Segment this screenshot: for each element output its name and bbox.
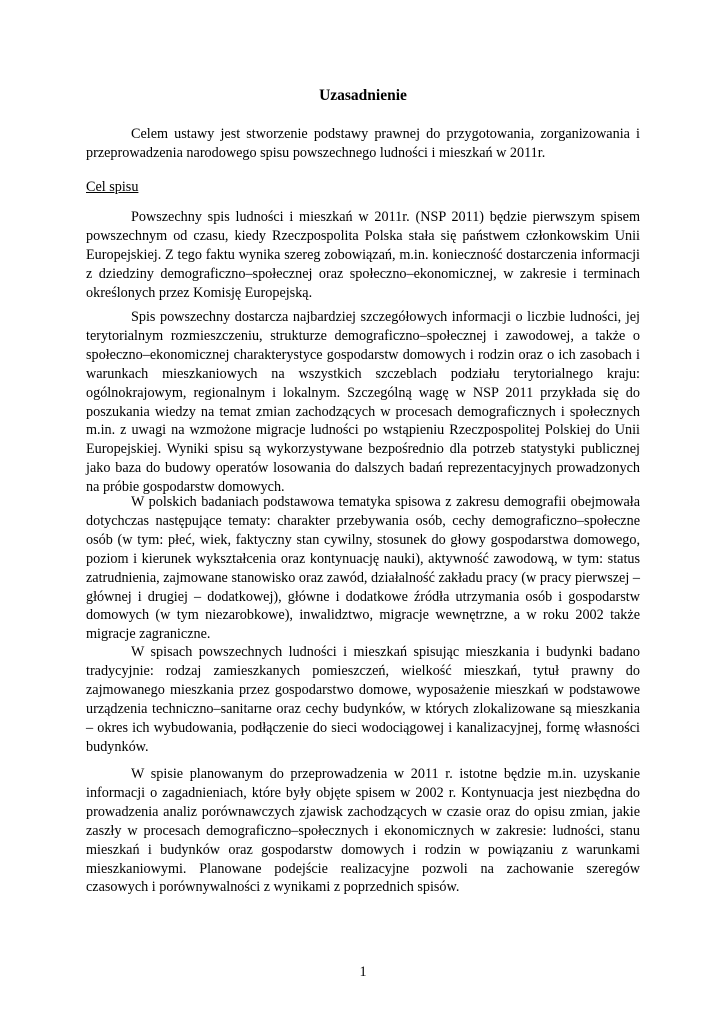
paragraph-3: W polskich badaniach podstawowa tematyka spisowa z zakresu demografii obejmowała dotychczas następujące tematy: charakter przebywania osób, cechy demograficzno–społeczne osób (w tym: płeć, wiek, faktyczny stan cywilny, stosunek do głowy gospodarstwa domowego, poziom i kierunek wykształcenia oraz kontynuację nauki), aktywność zawodową, w tym: status zatrudnienia, zajmowane stanowisko oraz zawód, działalność zakładu pracy (w pracy pierwszej – głównej i drugiej – dodatkowej), główne i dodatkowe źródła utrzymania osób i gospodarstw domowych (w tym niezarobkowe), inwalidztwo, migracje wewnętrzne, a w roku 2002 także migracje zagraniczne. — [86, 494, 640, 643]
paragraph-1: Powszechny spis ludności i mieszkań w 2011r. (NSP 2011) będzie pierwszym spisem powszechnym od czasu, kiedy Rzeczpospolita Polska stała się państwem członkowskim Unii Europejskiej. Z tego faktu wynika szereg zobowiązań, m.in. konieczność dostarczenia informacji z dziedziny demograficzno–społecznej oraz społeczno–ekonomicznej, w zakresie i terminach określonych przez Komisję Europejską. — [86, 209, 640, 301]
paragraph-5: W spisie planowanym do przeprowadzenia w 2011 r. istotne będzie m.in. uzyskanie informacji o zagadnieniach, które były objęte spisem w 2002 r. Kontynuacja jest niezbędna do prowadzenia analiz porównawczych zjawisk zachodzących w czasie oraz do opisu zmian, jakie zaszły w procesach demograficzno–społecznych i ekonomicznych w zakresie: ludności, stanu mieszkań i budynków oraz gospodarstw domowych i rodzin w powiązaniu z warunkami mieszkaniowymi. Planowane podejście realizacyjne pozwoli na zachowanie szeregów czasowych i porównywalności z wynikami z poprzednich spisów. — [86, 766, 640, 896]
intro-paragraph: Celem ustawy jest stworzenie podstawy prawnej do przygotowania, zorganizowania i przeprowadzenia narodowego spisu powszechnego ludności i mieszkań w 2011r. — [86, 126, 640, 161]
section-heading: Cel spisu — [86, 179, 139, 195]
paragraph-2: Spis powszechny dostarcza najbardziej szczegółowych informacji o liczbie ludności, jej terytorialnym rozmieszczeniu, strukturze demograficzno–społecznej i zawodowej, a także o społeczno–ekonomicznej charakterystyce gospodarstw domowych i rodzin oraz o ich zasobach i warunkach mieszkaniowych na wszystkich szczeblach podziału terytorialnego kraju: ogólnokrajowym, regionalnym i lokalnym. Szczególną wagę w NSP 2011 przykłada się do poszukania wiedzy na temat zmian zachodzących w procesach demograficznych i społecznych m.in. z uwagi na wzmożone migracje ludności po wstąpieniu Rzeczpospolitej Polskiej do Unii Europejskiej. Wyniki spisu są wykorzystywane bezpośrednio dla potrzeb statystyki publicznej jako baza do budowy operatów losowania do dalszych badań reprezentacyjnych prowadzonych na próbie gospodarstw domowych. — [86, 309, 640, 496]
page-title: Uzasadnienie — [319, 87, 407, 104]
paragraph-4: W spisach powszechnych ludności i mieszkań spisując mieszkania i budynki badano tradycyjnie: rodzaj zamieszkanych pomieszczeń, wielkość mieszkań, tytuł prawny do zajmowanego mieszkania przez gospodarstwo domowe, wyposażenie mieszkań w podstawowe urządzenia techniczno–sanitarne oraz cechy budynków, w których zlokalizowane są mieszkania – okres ich wybudowania, podłączenie do sieci wodociągowej i kanalizacyjnej, formę własności budynków. — [86, 644, 640, 755]
page-number: 1 — [359, 964, 367, 980]
document-page — [86, 0, 640, 1024]
